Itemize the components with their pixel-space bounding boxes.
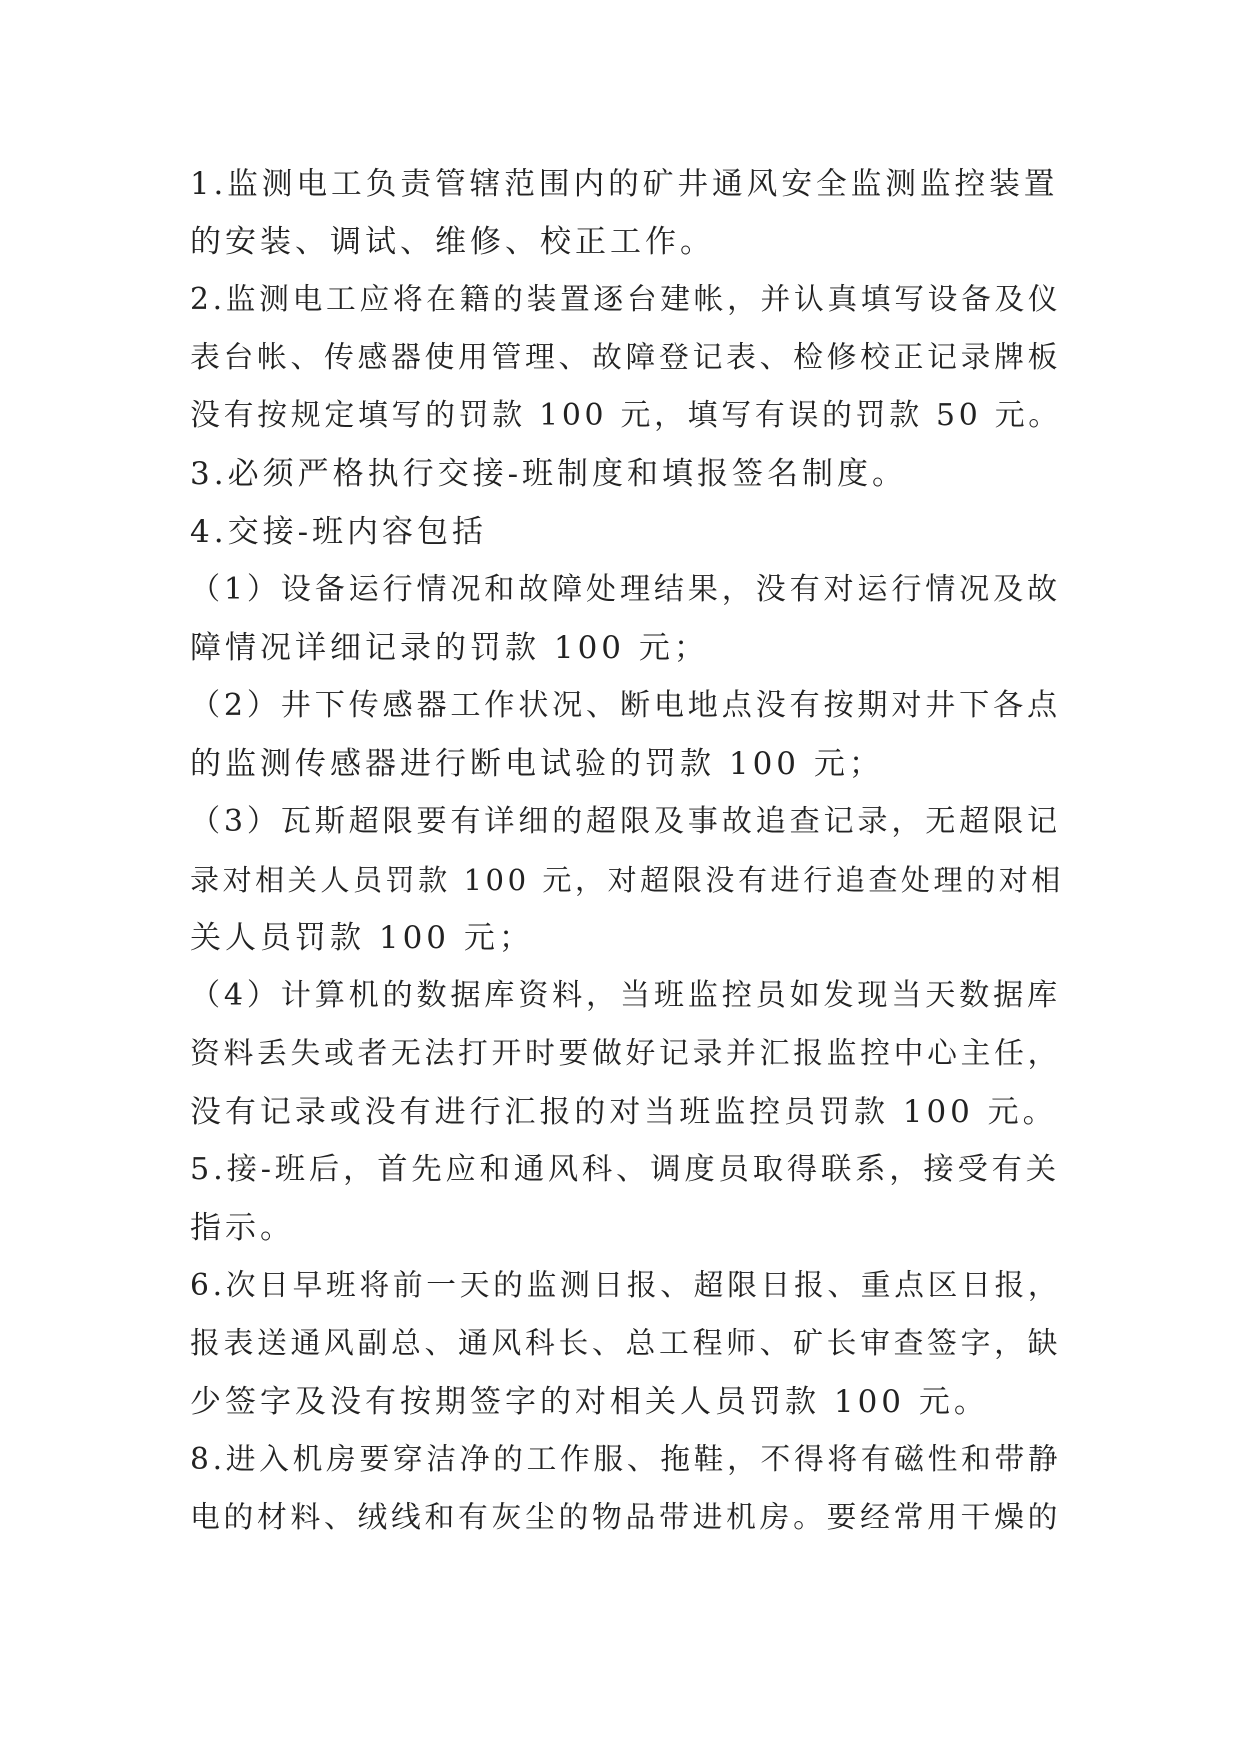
text-line: 的安装、调试、维修、校正工作。	[190, 224, 715, 260]
text-line: 的监测传感器进行断电试验的罚款 100 元；	[190, 746, 884, 782]
text-line: 少签字及没有按期签字的对相关人员罚款 100 元。	[190, 1384, 989, 1420]
text-line: 4.交接-班内容包括	[190, 514, 488, 550]
text-line: 没有记录或没有进行汇报的对当班监控员罚款 100 元。	[190, 1094, 1058, 1130]
text-line: （2）井下传感器工作状况、断电地点没有按期对井下各点	[190, 688, 1061, 723]
text-line: 录对相关人员罚款 100 元，对超限没有进行追查处理的对相	[190, 863, 1064, 897]
text-line: 1.监测电工负责管辖范围内的矿井通风安全监测监控装置	[190, 166, 1059, 202]
text-line: 资料丢失或者无法打开时要做好记录并汇报监控中心主任，	[190, 1036, 1062, 1071]
document-body	[190, 155, 1064, 1547]
text-line: 6.次日早班将前一天的监测日报、超限日报、重点区日报，	[190, 1268, 1062, 1303]
text-line: （4）计算机的数据库资料，当班监控员如发现当天数据库	[190, 978, 1061, 1013]
text-line: （1）设备运行情况和故障处理结果，没有对运行情况及故	[190, 572, 1061, 607]
text-line: 3.必须严格执行交接-班制度和填报签名制度。	[190, 456, 908, 492]
text-line: 表台帐、传感器使用管理、故障登记表、检修校正记录牌板	[190, 340, 1062, 375]
text-line: （3）瓦斯超限要有详细的超限及事故追查记录，无超限记	[190, 804, 1061, 839]
text-line: 关人员罚款 100 元；	[190, 920, 534, 956]
text-line: 2.监测电工应将在籍的装置逐台建帐，并认真填写设备及仪	[190, 282, 1062, 317]
text-line: 障情况详细记录的罚款 100 元；	[190, 630, 709, 666]
text-line: 没有按规定填写的罚款 100 元，填写有误的罚款 50 元。	[190, 398, 1062, 433]
text-line: 电的材料、绒线和有灰尘的物品带进机房。要经常用干燥的	[190, 1500, 1062, 1535]
text-line: 指示。	[190, 1210, 295, 1246]
text-line: 5.接-班后，首先应和通风科、调度员取得联系，接受有关	[190, 1152, 1060, 1187]
text-line: 8.进入机房要穿洁净的工作服、拖鞋，不得将有磁性和带静	[190, 1442, 1062, 1477]
text-line: 报表送通风副总、通风科长、总工程师、矿长审查签字，缺	[190, 1326, 1062, 1361]
